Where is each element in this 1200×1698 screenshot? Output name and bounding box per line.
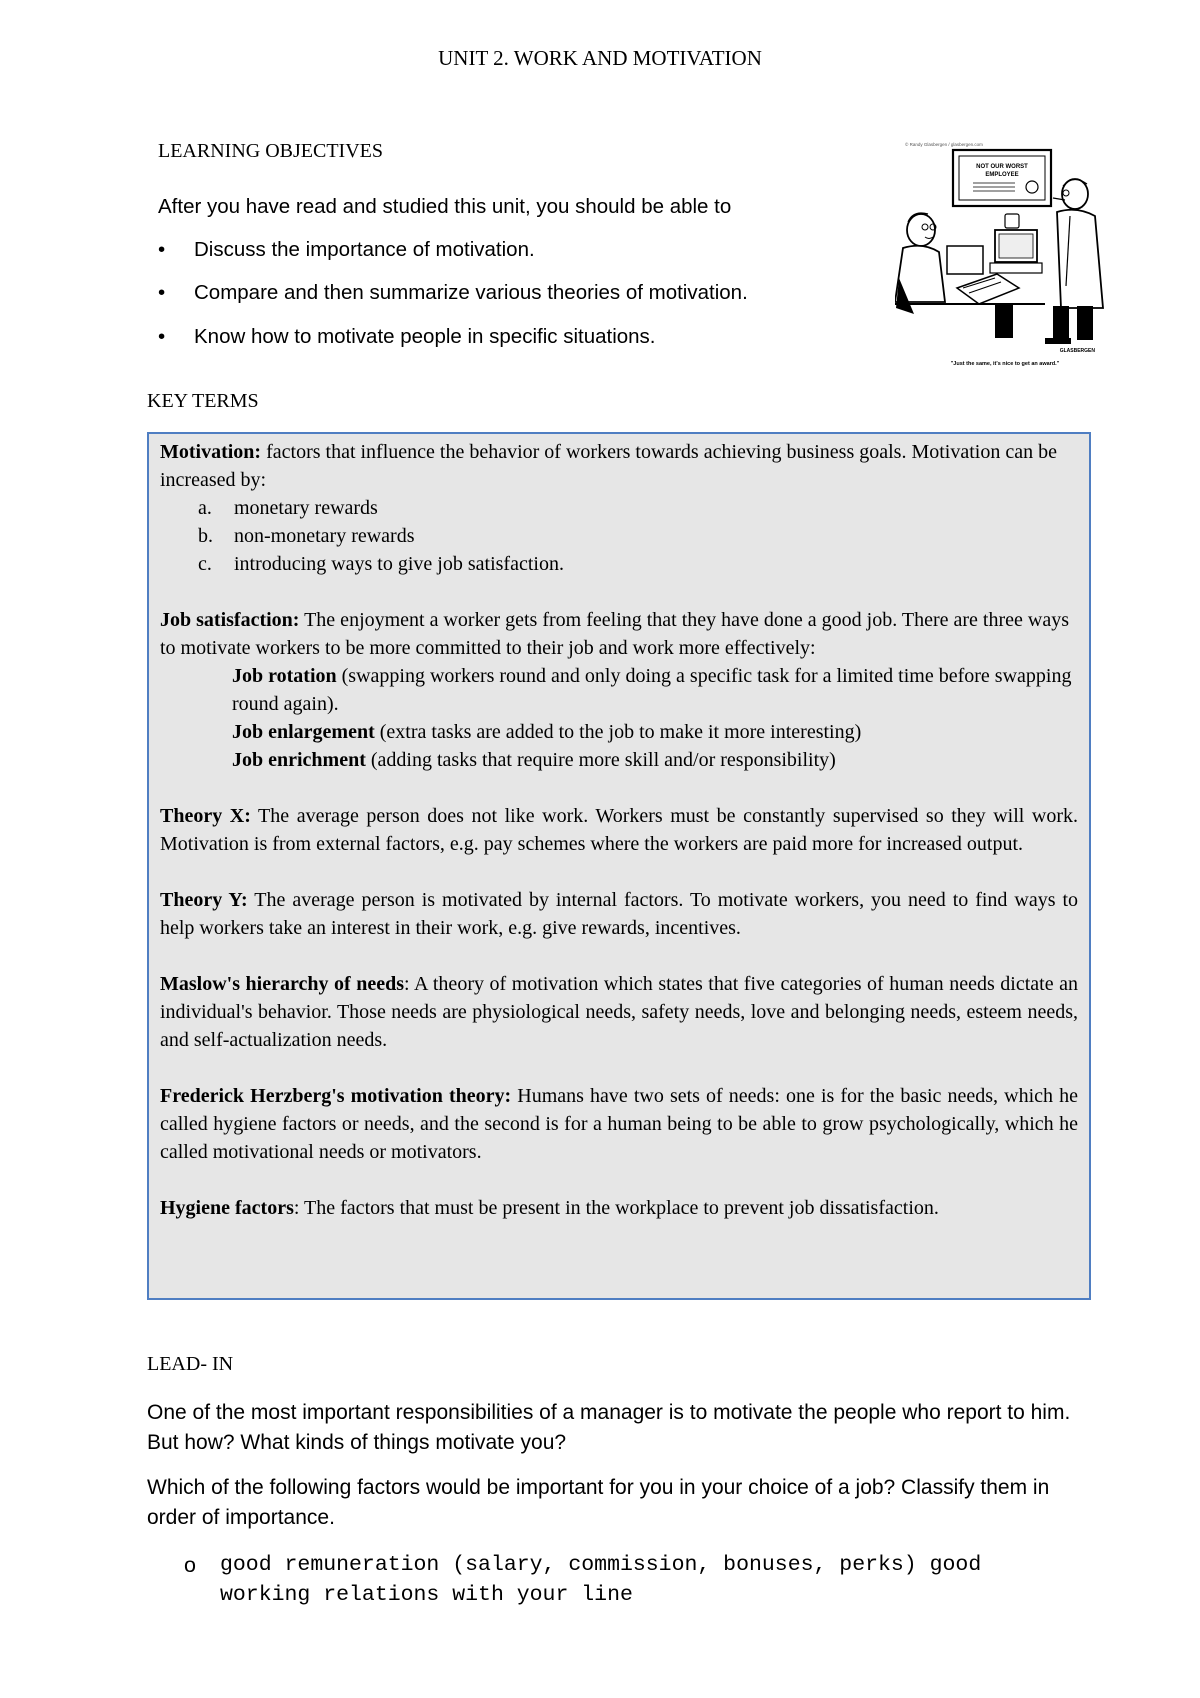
- seated-man-figure: [895, 213, 945, 314]
- motivation-definition: Motivation: factors that influence the behavior of workers towards achieving business goals. Motivation can be increased by:: [160, 441, 1057, 491]
- objective-item: • Know how to motivate people in specific situations.: [158, 325, 656, 348]
- motivation-item: b. non-monetary rewards: [198, 525, 415, 547]
- herzberg-definition: Frederick Herzberg's motivation theory: Humans have two sets of needs: one is for the basic needs, which he called hygiene factors or needs, and the second is for a human being to be able to grow psychologically, which he called motivational needs or motivators.: [160, 1085, 1078, 1163]
- office-award-cartoon: [895, 138, 1110, 368]
- job-satisfaction-definition: Job satisfaction: The enjoyment a worker gets from feeling that they have done a good job. There are three ways to motivate workers to be more committed to their job and work more effectively:: [160, 609, 1069, 659]
- bullet-icon: •: [158, 238, 166, 261]
- lead-in-heading: LEAD- IN: [147, 1353, 234, 1375]
- cartoon-caption: "Just the same, it's nice to get an award.": [950, 361, 1060, 367]
- theory-x-definition: Theory X: The average person does not like work. Workers must be constantly supervised so they will work. Motivation is from external factors, e.g. pay schemes where the workers are paid more for increased output.: [160, 805, 1078, 855]
- theory-y-definition: Theory Y: The average person is motivated by internal factors. To motivate workers, you need to find ways to help workers take an interest in their work, e.g. give rewards, incentives.: [160, 889, 1078, 939]
- lead-in-question: Which of the following factors would be important for you in your choice of a job? Classify them in order of importance.: [147, 1476, 1050, 1529]
- job-enlargement-item: Job enlargement (extra tasks are added to the job to make it more interesting): [232, 721, 862, 743]
- key-terms-box: [147, 432, 1091, 1300]
- learning-objectives-heading: LEARNING OBJECTIVES: [158, 140, 383, 162]
- maslow-definition: Maslow's hierarchy of needs: A theory of motivation which states that five categories of human needs dictate an individual's behavior. Those needs are physiological needs, safety needs, love and belonging needs, esteem needs, and self-actualization needs.: [160, 973, 1078, 1051]
- hygiene-factors-definition: Hygiene factors: The factors that must be present in the workplace to prevent job dissatisfaction.: [160, 1197, 939, 1219]
- page-title: UNIT 2. WORK AND MOTIVATION: [438, 46, 762, 70]
- cartoon-copyright: © Randy Glasbergen / glasbergen.com: [905, 142, 983, 147]
- key-terms-heading: KEY TERMS: [147, 390, 259, 412]
- learning-objectives-intro: After you have read and studied this unit, you should be able to: [158, 195, 732, 218]
- job-factor-item: o good remuneration (salary, commission, bonuses, perks) good working relations with your line: [184, 1550, 1084, 1610]
- bullet-icon: •: [158, 281, 166, 304]
- plaque-line-1: NOT OUR WORST: [976, 164, 1028, 170]
- standing-man-figure: [1045, 179, 1103, 344]
- objective-item: • Compare and then summarize various theories of motivation.: [158, 281, 748, 304]
- objective-item: • Discuss the importance of motivation.: [158, 238, 535, 261]
- motivation-item: c. introducing ways to give job satisfaction.: [198, 553, 564, 575]
- award-plaque: [953, 150, 1051, 206]
- motivation-item: a. monetary rewards: [198, 497, 378, 519]
- lead-in-paragraph: One of the most important responsibilities of a manager is to motivate the people who report to him. But how? What kinds of things motivate you?: [147, 1401, 1071, 1454]
- job-enrichment-item: Job enrichment (adding tasks that require more skill and/or responsibility): [232, 749, 836, 771]
- job-rotation-item: Job rotation (swapping workers round and only doing a specific task for a limited time before swapping round again).: [232, 665, 1072, 715]
- circle-bullet-icon: o: [184, 1553, 196, 1577]
- cartoon-signature: GLASBERGEN: [1059, 348, 1095, 354]
- plaque-line-2: EMPLOYEE: [985, 172, 1019, 178]
- bullet-icon: •: [158, 325, 166, 348]
